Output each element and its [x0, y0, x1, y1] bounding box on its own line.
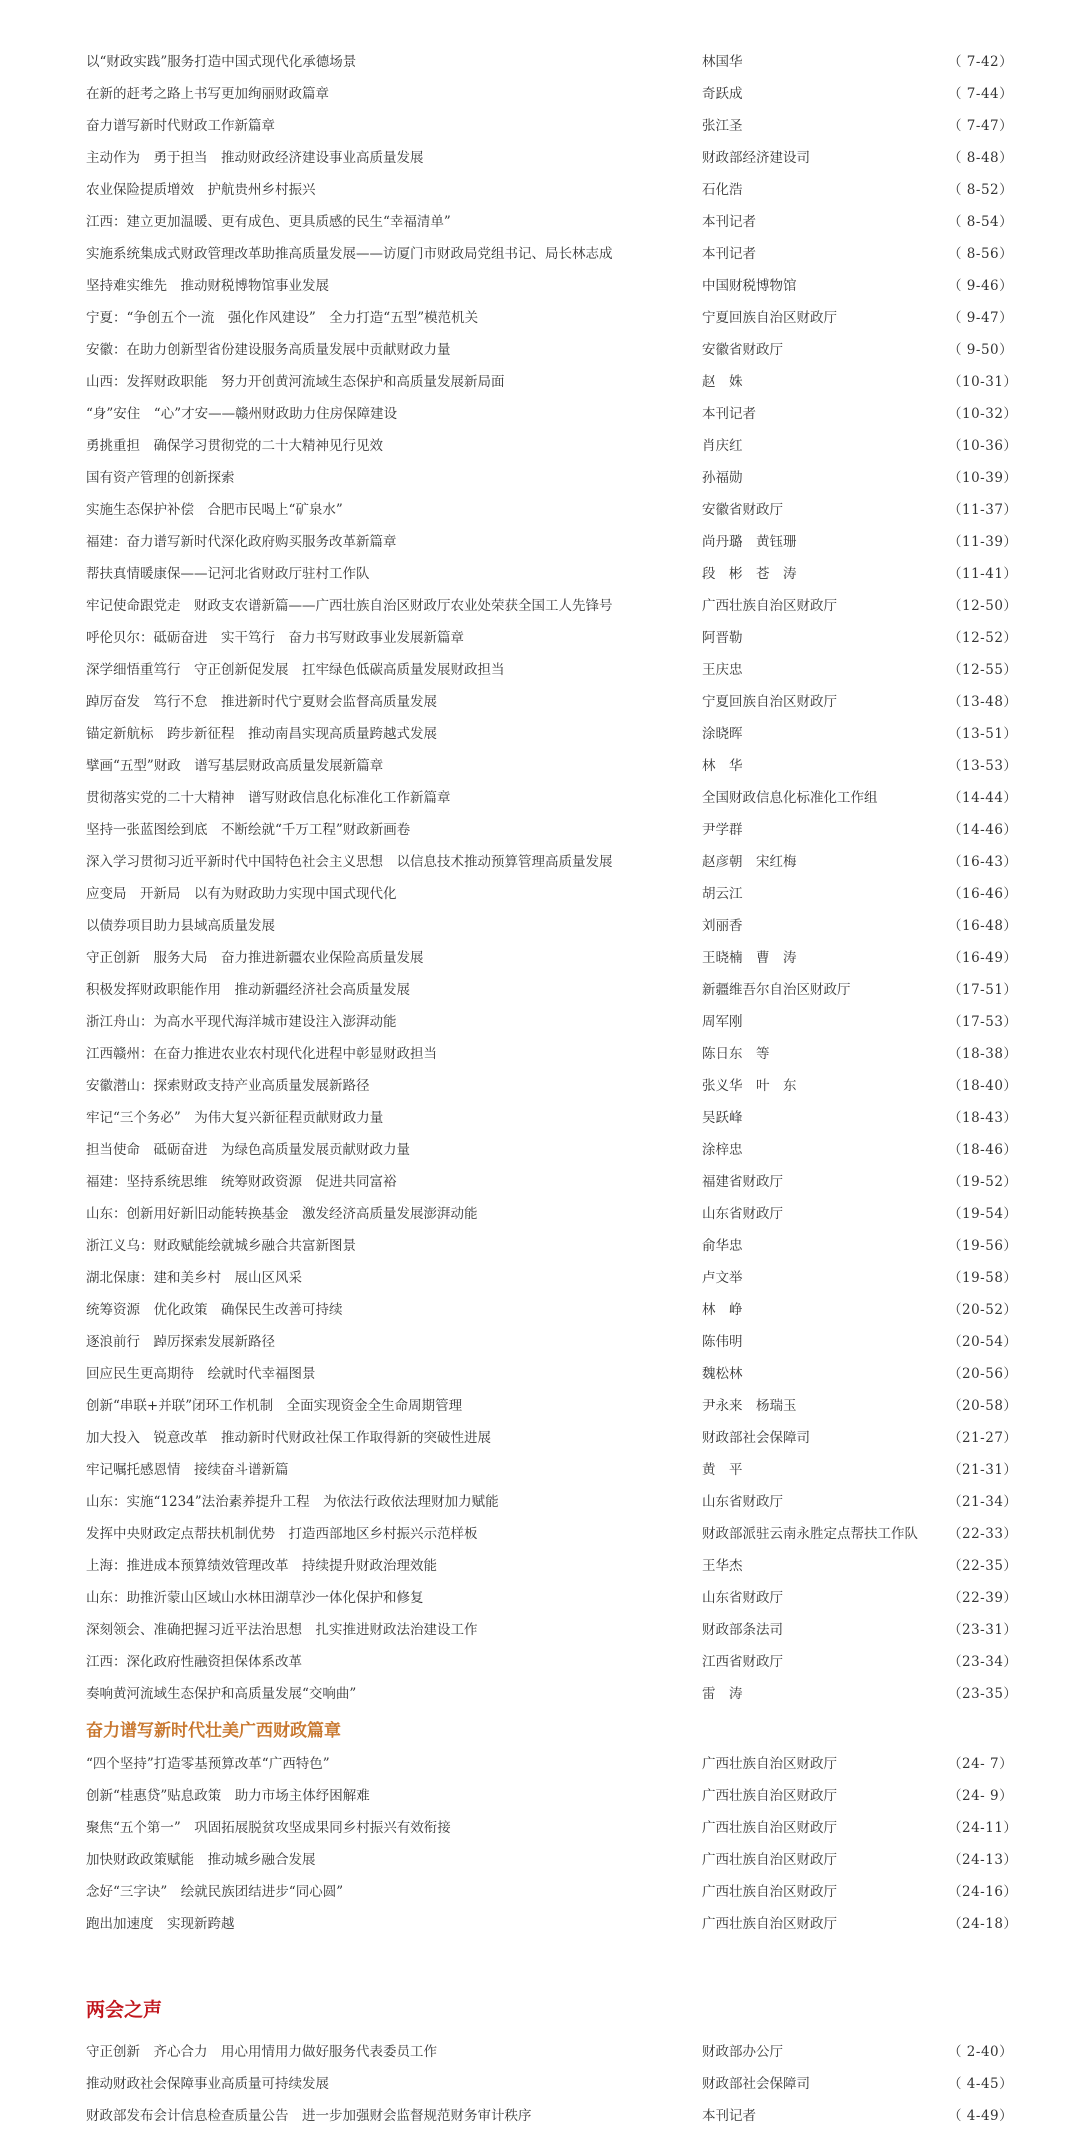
issue-page: （18-46）: [948, 1142, 1018, 1158]
article-title: 国有资产管理的创新探索: [86, 470, 235, 486]
issue-page: （16-46）: [948, 886, 1018, 902]
article-title: 江西：深化政府性融资担保体系改革: [86, 1654, 302, 1670]
toc-row: [0, 1100, 1080, 1132]
article-author: 宁夏回族自治区财政厅: [702, 694, 837, 710]
issue-page: （24-13）: [948, 1852, 1018, 1868]
toc-row: [0, 908, 1080, 940]
article-title: 财政部发布会计信息检查质量公告 进一步加强财会监督规范财务审计秩序: [86, 2108, 532, 2124]
issue-page: （ 9-47）: [948, 310, 1014, 326]
article-author: 孙福勋: [702, 470, 743, 486]
article-title: 推动财政社会保障事业高质量可持续发展: [86, 2076, 329, 2092]
article-author: 本刊记者: [702, 2108, 756, 2124]
toc-row: [0, 684, 1080, 716]
article-title: 安徽：在助力创新型省份建设服务高质量发展中贡献财政力量: [86, 342, 451, 358]
toc-row: [0, 1778, 1080, 1810]
issue-page: （20-58）: [948, 1398, 1018, 1414]
issue-page: （14-44）: [948, 790, 1018, 806]
toc-row: [0, 876, 1080, 908]
article-author: 赵 姝: [702, 374, 743, 390]
article-author: 周军刚: [702, 1014, 743, 1030]
toc-row: [0, 1324, 1080, 1356]
toc-row: [0, 588, 1080, 620]
issue-page: （ 8-48）: [948, 150, 1014, 166]
issue-page: （20-52）: [948, 1302, 1018, 1318]
issue-page: （13-48）: [948, 694, 1018, 710]
issue-page: （14-46）: [948, 822, 1018, 838]
toc-row: [0, 524, 1080, 556]
toc-row: [0, 1228, 1080, 1260]
article-title: 跑出加速度 实现新跨越: [86, 1916, 235, 1932]
article-title: 逐浪前行 踔厉探索发展新路径: [86, 1334, 275, 1350]
issue-page: （24- 9）: [948, 1788, 1014, 1804]
issue-page: （18-38）: [948, 1046, 1018, 1062]
article-title: 加快财政政策赋能 推动城乡融合发展: [86, 1852, 316, 1868]
article-title: 守正创新 服务大局 奋力推进新疆农业保险高质量发展: [86, 950, 424, 966]
article-author: 段 彬 苍 涛: [702, 566, 797, 582]
article-title: 在新的赶考之路上书写更加绚丽财政篇章: [86, 86, 329, 102]
article-author: 财政部办公厅: [702, 2044, 783, 2060]
article-title: 应变局 开新局 以有为财政助力实现中国式现代化: [86, 886, 397, 902]
toc-row: [0, 748, 1080, 780]
article-title: 深入学习贯彻习近平新时代中国特色社会主义思想 以信息技术推动预算管理高质量发展: [86, 854, 613, 870]
article-author: 广西壮族自治区财政厅: [702, 1884, 837, 1900]
toc-row: [0, 1004, 1080, 1036]
article-title: 山东：助推沂蒙山区域山水林田湖草沙一体化保护和修复: [86, 1590, 424, 1606]
article-title: 江西赣州：在奋力推进农业农村现代化进程中彰显财政担当: [86, 1046, 437, 1062]
article-author: 广西壮族自治区财政厅: [702, 1916, 837, 1932]
issue-page: （16-48）: [948, 918, 1018, 934]
article-title: 山西：发挥财政职能 努力开创黄河流域生态保护和高质量发展新局面: [86, 374, 505, 390]
article-title: 实施生态保护补偿 合肥市民喝上“矿泉水”: [86, 502, 343, 518]
toc-row: [0, 812, 1080, 844]
toc-row: [0, 1746, 1080, 1778]
article-title: 牢记使命跟党走 财政支农谱新篇——广西壮族自治区财政厅农业处荣获全国工人先锋号: [86, 598, 613, 614]
issue-page: （13-53）: [948, 758, 1018, 774]
article-author: 宁夏回族自治区财政厅: [702, 310, 837, 326]
toc-row: [0, 268, 1080, 300]
issue-page: （16-49）: [948, 950, 1018, 966]
issue-page: （10-32）: [948, 406, 1018, 422]
article-author: 广西壮族自治区财政厅: [702, 1756, 837, 1772]
article-author: 林 华: [702, 758, 743, 774]
article-title: 宁夏：“争创五个一流 强化作风建设” 全力打造“五型”模范机关: [86, 310, 479, 326]
article-title: 回应民生更高期待 绘就时代幸福图景: [86, 1366, 316, 1382]
toc-row: [0, 44, 1080, 76]
toc-row: [0, 1452, 1080, 1484]
article-title: 福建：坚持系统思维 统筹财政资源 促进共同富裕: [86, 1174, 397, 1190]
article-author: 财政部社会保障司: [702, 2076, 810, 2092]
section-heading-lianghui: 两会之声: [86, 1998, 163, 2021]
article-title: 浙江义乌：财政赋能绘就城乡融合共富新图景: [86, 1238, 356, 1254]
article-author: 魏松林: [702, 1366, 743, 1382]
article-author: 刘丽香: [702, 918, 743, 934]
toc-row: [0, 2066, 1080, 2098]
article-author: 本刊记者: [702, 406, 756, 422]
article-author: 尹永来 杨瑞玉: [702, 1398, 797, 1414]
issue-page: （22-39）: [948, 1590, 1018, 1606]
article-author: 石化浩: [702, 182, 743, 198]
article-author: 黄 平: [702, 1462, 743, 1478]
article-title: 坚持一张蓝图绘到底 不断绘就“千万工程”财政新画卷: [86, 822, 411, 838]
article-author: 王庆忠: [702, 662, 743, 678]
article-title: 山东：实施“1234”法治素养提升工程 为依法行政依法理财加力赋能: [86, 1494, 499, 1510]
toc-row: [0, 1644, 1080, 1676]
article-author: 肖庆红: [702, 438, 743, 454]
article-author: 财政部条法司: [702, 1622, 783, 1638]
issue-page: （ 8-56）: [948, 246, 1014, 262]
article-title: 呼伦贝尔：砥砺奋进 实干笃行 奋力书写财政事业发展新篇章: [86, 630, 464, 646]
article-author: 安徽省财政厅: [702, 502, 783, 518]
article-author: 尚丹璐 黄钰珊: [702, 534, 797, 550]
section-heading-guangxi: 奋力谱写新时代壮美广西财政篇章: [86, 1720, 341, 1741]
toc-row: [0, 780, 1080, 812]
issue-page: （11-37）: [948, 502, 1018, 518]
article-author: 奇跃成: [702, 86, 743, 102]
issue-page: （ 8-54）: [948, 214, 1014, 230]
article-title: 奋力谱写新时代财政工作新篇章: [86, 118, 275, 134]
toc-row: [0, 1484, 1080, 1516]
toc-row: [0, 1842, 1080, 1874]
article-author: 阿晋勒: [702, 630, 743, 646]
article-title: 擘画“五型”财政 谱写基层财政高质量发展新篇章: [86, 758, 384, 774]
issue-page: （19-56）: [948, 1238, 1018, 1254]
issue-page: （20-54）: [948, 1334, 1018, 1350]
article-title: 聚焦“五个第一” 巩固拓展脱贫攻坚成果同乡村振兴有效衔接: [86, 1820, 451, 1836]
issue-page: （17-53）: [948, 1014, 1018, 1030]
issue-page: （21-27）: [948, 1430, 1018, 1446]
article-author: 王华杰: [702, 1558, 743, 1574]
article-title: 锚定新航标 跨步新征程 推动南昌实现高质量跨越式发展: [86, 726, 437, 742]
toc-row: [0, 2098, 1080, 2130]
article-author: 广西壮族自治区财政厅: [702, 1820, 837, 1836]
toc-list-guangxi: [0, 1746, 1080, 1938]
issue-page: （24-11）: [948, 1820, 1018, 1836]
article-title: 浙江舟山：为高水平现代海洋城市建设注入澎湃动能: [86, 1014, 397, 1030]
issue-page: （23-31）: [948, 1622, 1018, 1638]
article-author: 财政部经济建设司: [702, 150, 810, 166]
article-title: 牢记“三个务必” 为伟大复兴新征程贡献财政力量: [86, 1110, 384, 1126]
article-title: 深学细悟重笃行 守正创新促发展 扛牢绿色低碳高质量发展财政担当: [86, 662, 505, 678]
issue-page: （19-58）: [948, 1270, 1018, 1286]
issue-page: （ 8-52）: [948, 182, 1014, 198]
toc-row: [0, 1874, 1080, 1906]
article-author: 陈伟明: [702, 1334, 743, 1350]
article-title: 牢记嘱托感恩情 接续奋斗谱新篇: [86, 1462, 289, 1478]
toc-row: [0, 1612, 1080, 1644]
toc-row: [0, 332, 1080, 364]
article-author: 山东省财政厅: [702, 1206, 783, 1222]
toc-row: [0, 556, 1080, 588]
issue-page: （24-16）: [948, 1884, 1018, 1900]
toc-row: [0, 460, 1080, 492]
article-title: 上海：推进成本预算绩效管理改革 持续提升财政治理效能: [86, 1558, 437, 1574]
issue-page: （19-54）: [948, 1206, 1018, 1222]
issue-page: （17-51）: [948, 982, 1018, 998]
toc-row: [0, 1164, 1080, 1196]
issue-page: （ 7-44）: [948, 86, 1014, 102]
article-title: 安徽潜山：探索财政支持产业高质量发展新路径: [86, 1078, 370, 1094]
issue-page: （13-51）: [948, 726, 1018, 742]
article-title: “四个坚持”打造零基预算改革“广西特色”: [86, 1756, 330, 1772]
toc-row: [0, 1810, 1080, 1842]
article-title: 以“财政实践”服务打造中国式现代化承德场景: [86, 54, 357, 70]
toc-row: [0, 844, 1080, 876]
article-author: 广西壮族自治区财政厅: [702, 1852, 837, 1868]
article-author: 本刊记者: [702, 246, 756, 262]
toc-row: [0, 1420, 1080, 1452]
article-author: 本刊记者: [702, 214, 756, 230]
toc-row: [0, 1548, 1080, 1580]
article-author: 山东省财政厅: [702, 1590, 783, 1606]
article-title: 发挥中央财政定点帮扶机制优势 打造西部地区乡村振兴示范样板: [86, 1526, 478, 1542]
toc-row: [0, 1196, 1080, 1228]
article-author: 新疆维吾尔自治区财政厅: [702, 982, 851, 998]
toc-row: [0, 1036, 1080, 1068]
toc-row: [0, 76, 1080, 108]
issue-page: （18-40）: [948, 1078, 1018, 1094]
article-author: 卢文举: [702, 1270, 743, 1286]
toc-row: [0, 364, 1080, 396]
toc-row: [0, 1580, 1080, 1612]
toc-row: [0, 1516, 1080, 1548]
toc-row: [0, 236, 1080, 268]
toc-row: [0, 428, 1080, 460]
article-title: 念好“三字诀” 绘就民族团结进步“同心圆”: [86, 1884, 344, 1900]
issue-page: （20-56）: [948, 1366, 1018, 1382]
article-author: 江西省财政厅: [702, 1654, 783, 1670]
toc-row: [0, 972, 1080, 1004]
article-author: 全国财政信息化标准化工作组: [702, 790, 878, 806]
issue-page: （ 7-47）: [948, 118, 1014, 134]
article-author: 胡云江: [702, 886, 743, 902]
issue-page: （22-33）: [948, 1526, 1018, 1542]
issue-page: （ 4-49）: [948, 2108, 1014, 2124]
issue-page: （18-43）: [948, 1110, 1018, 1126]
toc-row: [0, 2034, 1080, 2066]
toc-row: [0, 1388, 1080, 1420]
article-title: 加大投入 锐意改革 推动新时代财政社保工作取得新的突破性进展: [86, 1430, 491, 1446]
article-title: 江西：建立更加温暖、更有成色、更具质感的民生“幸福清单”: [86, 214, 451, 230]
toc-row: [0, 140, 1080, 172]
issue-page: （ 9-46）: [948, 278, 1014, 294]
issue-page: （12-52）: [948, 630, 1018, 646]
article-title: 湖北保康：建和美乡村 展山区风采: [86, 1270, 302, 1286]
article-author: 山东省财政厅: [702, 1494, 783, 1510]
article-title: 踔厉奋发 笃行不怠 推进新时代宁夏财会监督高质量发展: [86, 694, 437, 710]
issue-page: （22-35）: [948, 1558, 1018, 1574]
article-author: 赵彦朝 宋红梅: [702, 854, 797, 870]
issue-page: （21-31）: [948, 1462, 1018, 1478]
article-title: 创新“桂惠贷”贴息政策 助力市场主体纾困解难: [86, 1788, 370, 1804]
article-title: 主动作为 勇于担当 推动财政经济建设事业高质量发展: [86, 150, 424, 166]
issue-page: （ 9-50）: [948, 342, 1014, 358]
toc-row: [0, 1260, 1080, 1292]
toc-list-main: [0, 44, 1080, 1708]
article-title: 深刻领会、准确把握习近平法治思想 扎实推进财政法治建设工作: [86, 1622, 478, 1638]
toc-row: [0, 1356, 1080, 1388]
issue-page: （23-34）: [948, 1654, 1018, 1670]
issue-page: （ 4-45）: [948, 2076, 1014, 2092]
toc-row: [0, 1676, 1080, 1708]
article-author: 涂晓晖: [702, 726, 743, 742]
issue-page: （24-18）: [948, 1916, 1018, 1932]
article-title: 实施系统集成式财政管理改革助推高质量发展——访厦门市财政局党组书记、局长林志成: [86, 246, 613, 262]
article-author: 林 峥: [702, 1302, 743, 1318]
article-author: 尹学群: [702, 822, 743, 838]
toc-row: [0, 1906, 1080, 1938]
issue-page: （16-43）: [948, 854, 1018, 870]
toc-list-lianghui: [0, 2034, 1080, 2130]
article-author: 俞华忠: [702, 1238, 743, 1254]
issue-page: （21-34）: [948, 1494, 1018, 1510]
article-title: 山东：创新用好新旧动能转换基金 激发经济高质量发展澎湃动能: [86, 1206, 478, 1222]
article-title: 福建：奋力谱写新时代深化政府购买服务改革新篇章: [86, 534, 397, 550]
toc-row: [0, 396, 1080, 428]
article-author: 财政部社会保障司: [702, 1430, 810, 1446]
toc-row: [0, 940, 1080, 972]
article-title: 农业保险提质增效 护航贵州乡村振兴: [86, 182, 316, 198]
article-author: 安徽省财政厅: [702, 342, 783, 358]
article-author: 张江圣: [702, 118, 743, 134]
article-title: 奏响黄河流域生态保护和高质量发展“交响曲”: [86, 1686, 357, 1702]
issue-page: （11-41）: [948, 566, 1018, 582]
article-author: 雷 涛: [702, 1686, 743, 1702]
toc-row: [0, 716, 1080, 748]
article-author: 涂梓忠: [702, 1142, 743, 1158]
issue-page: （10-31）: [948, 374, 1018, 390]
issue-page: （24- 7）: [948, 1756, 1014, 1772]
toc-row: [0, 620, 1080, 652]
toc-row: [0, 652, 1080, 684]
article-author: 张义华 叶 东: [702, 1078, 797, 1094]
issue-page: （ 7-42）: [948, 54, 1014, 70]
article-author: 广西壮族自治区财政厅: [702, 1788, 837, 1804]
article-title: 守正创新 齐心合力 用心用情用力做好服务代表委员工作: [86, 2044, 437, 2060]
issue-page: （10-39）: [948, 470, 1018, 486]
toc-row: [0, 300, 1080, 332]
issue-page: （19-52）: [948, 1174, 1018, 1190]
issue-page: （12-50）: [948, 598, 1018, 614]
article-author: 中国财税博物馆: [702, 278, 797, 294]
article-author: 吴跃峰: [702, 1110, 743, 1126]
article-author: 林国华: [702, 54, 743, 70]
toc-row: [0, 1132, 1080, 1164]
article-title: 统筹资源 优化政策 确保民生改善可持续: [86, 1302, 343, 1318]
toc-row: [0, 172, 1080, 204]
article-title: “身”安住 “心”才安——赣州财政助力住房保障建设: [86, 406, 398, 422]
toc-row: [0, 1292, 1080, 1324]
toc-row: [0, 108, 1080, 140]
article-title: 贯彻落实党的二十大精神 谱写财政信息化标准化工作新篇章: [86, 790, 451, 806]
article-author: 财政部派驻云南永胜定点帮扶工作队: [702, 1526, 918, 1542]
article-author: 广西壮族自治区财政厅: [702, 598, 837, 614]
toc-row: [0, 204, 1080, 236]
issue-page: （11-39）: [948, 534, 1018, 550]
issue-page: （10-36）: [948, 438, 1018, 454]
issue-page: （23-35）: [948, 1686, 1018, 1702]
article-author: 陈日东 等: [702, 1046, 770, 1062]
issue-page: （12-55）: [948, 662, 1018, 678]
article-author: 王晓楠 曹 涛: [702, 950, 797, 966]
article-title: 勇挑重担 确保学习贯彻党的二十大精神见行见效: [86, 438, 383, 454]
toc-row: [0, 492, 1080, 524]
article-title: 帮扶真情暖康保——记河北省财政厅驻村工作队: [86, 566, 370, 582]
article-title: 以债券项目助力县域高质量发展: [86, 918, 275, 934]
article-author: 福建省财政厅: [702, 1174, 783, 1190]
article-title: 担当使命 砥砺奋进 为绿色高质量发展贡献财政力量: [86, 1142, 410, 1158]
article-title: 创新“串联+并联”闭环工作机制 全面实现资金全生命周期管理: [86, 1398, 463, 1414]
toc-row: [0, 1068, 1080, 1100]
article-title: 积极发挥财政职能作用 推动新疆经济社会高质量发展: [86, 982, 410, 998]
issue-page: （ 2-40）: [948, 2044, 1014, 2060]
article-title: 坚持难实维先 推动财税博物馆事业发展: [86, 278, 329, 294]
